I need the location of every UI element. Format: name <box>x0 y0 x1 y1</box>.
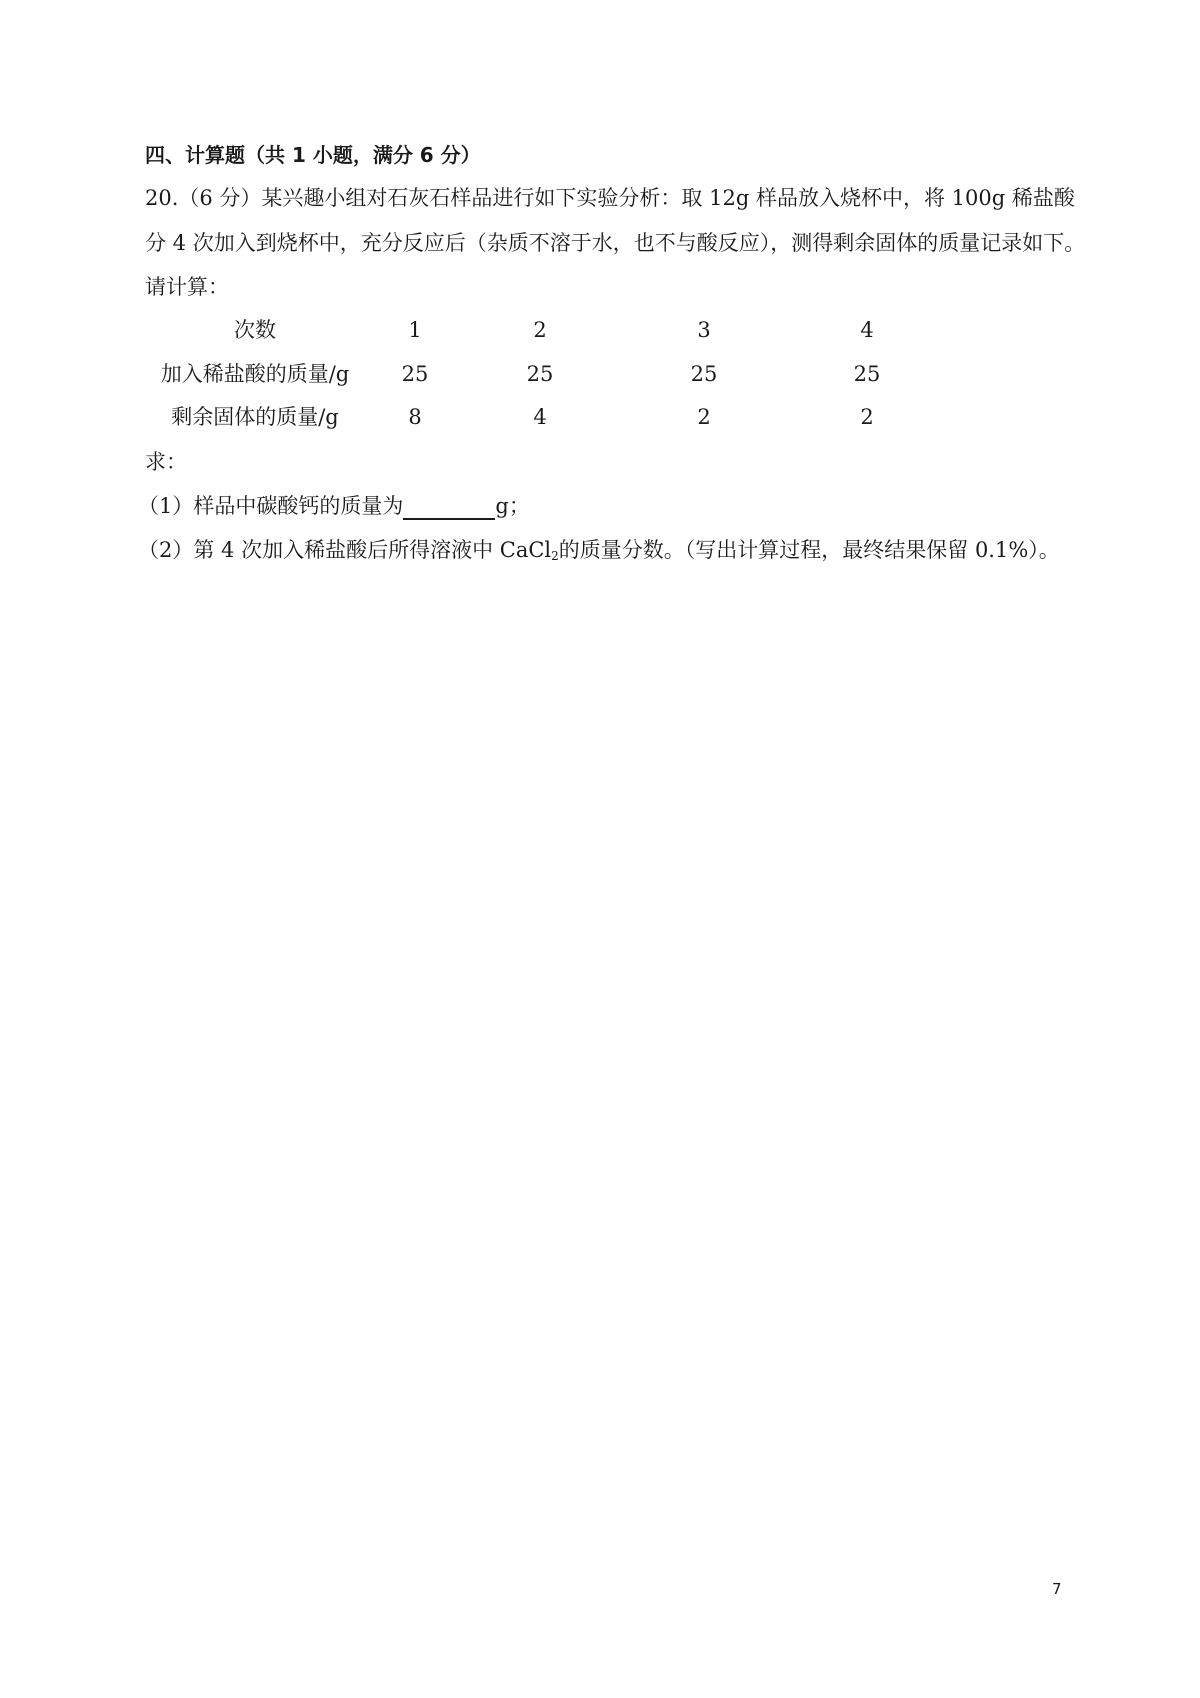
table-cell: 1 <box>408 318 422 342</box>
table-cell: 4 <box>533 405 547 429</box>
question-line-2: 分 4 次加入到烧杯中，充分反应后（杂质不溶于水，也不与酸反应），测得剩余固体的质量记录如下。 <box>145 231 1086 255</box>
section-heading: 四、计算题（共 1 小题，满分 6 分） <box>145 143 481 167</box>
sub-question-1-suffix: g； <box>495 494 530 518</box>
table-cell: 4 <box>860 318 874 342</box>
table-cell: 8 <box>408 405 422 429</box>
table-cell: 25 <box>526 362 554 386</box>
table-row <box>0 403 1200 431</box>
question-line-1: 20.（6 分）某兴趣小组对石灰石样品进行如下实验分析：取 12g 样品放入烧杯中，将 100g 稀盐酸 <box>145 186 1075 210</box>
page-number: 7 <box>1052 1580 1062 1598</box>
table-row-label: 剩余固体的质量/g <box>171 405 339 429</box>
question-line-3: 请计算： <box>145 275 229 299</box>
sub-question-1-prefix: （1）样品中碳酸钙的质量为 <box>138 494 404 518</box>
subscript-2: 2 <box>551 549 559 563</box>
sub-question-2-suffix: 的质量分数。（写出计算过程，最终结果保留 0.1%）。 <box>558 538 1060 562</box>
table-row-label: 加入稀盐酸的质量/g <box>160 362 350 386</box>
ask-label: 求： <box>145 450 187 474</box>
table-cell: 2 <box>860 405 874 429</box>
table-cell: 2 <box>697 405 711 429</box>
table-cell: 25 <box>690 362 718 386</box>
sub-question-2-prefix: （2）第 4 次加入稀盐酸后所得溶液中 CaCl <box>138 538 552 562</box>
sub-question-1 <box>138 492 530 520</box>
table-cell: 25 <box>853 362 881 386</box>
table-header-row <box>0 316 1200 344</box>
table-cell: 2 <box>533 318 547 342</box>
answer-blank[interactable] <box>403 496 495 520</box>
table-cell: 25 <box>401 362 429 386</box>
sub-question-2 <box>138 536 1060 570</box>
table-header-label: 次数 <box>234 318 276 342</box>
table-row <box>0 360 1200 388</box>
table-cell: 3 <box>697 318 711 342</box>
